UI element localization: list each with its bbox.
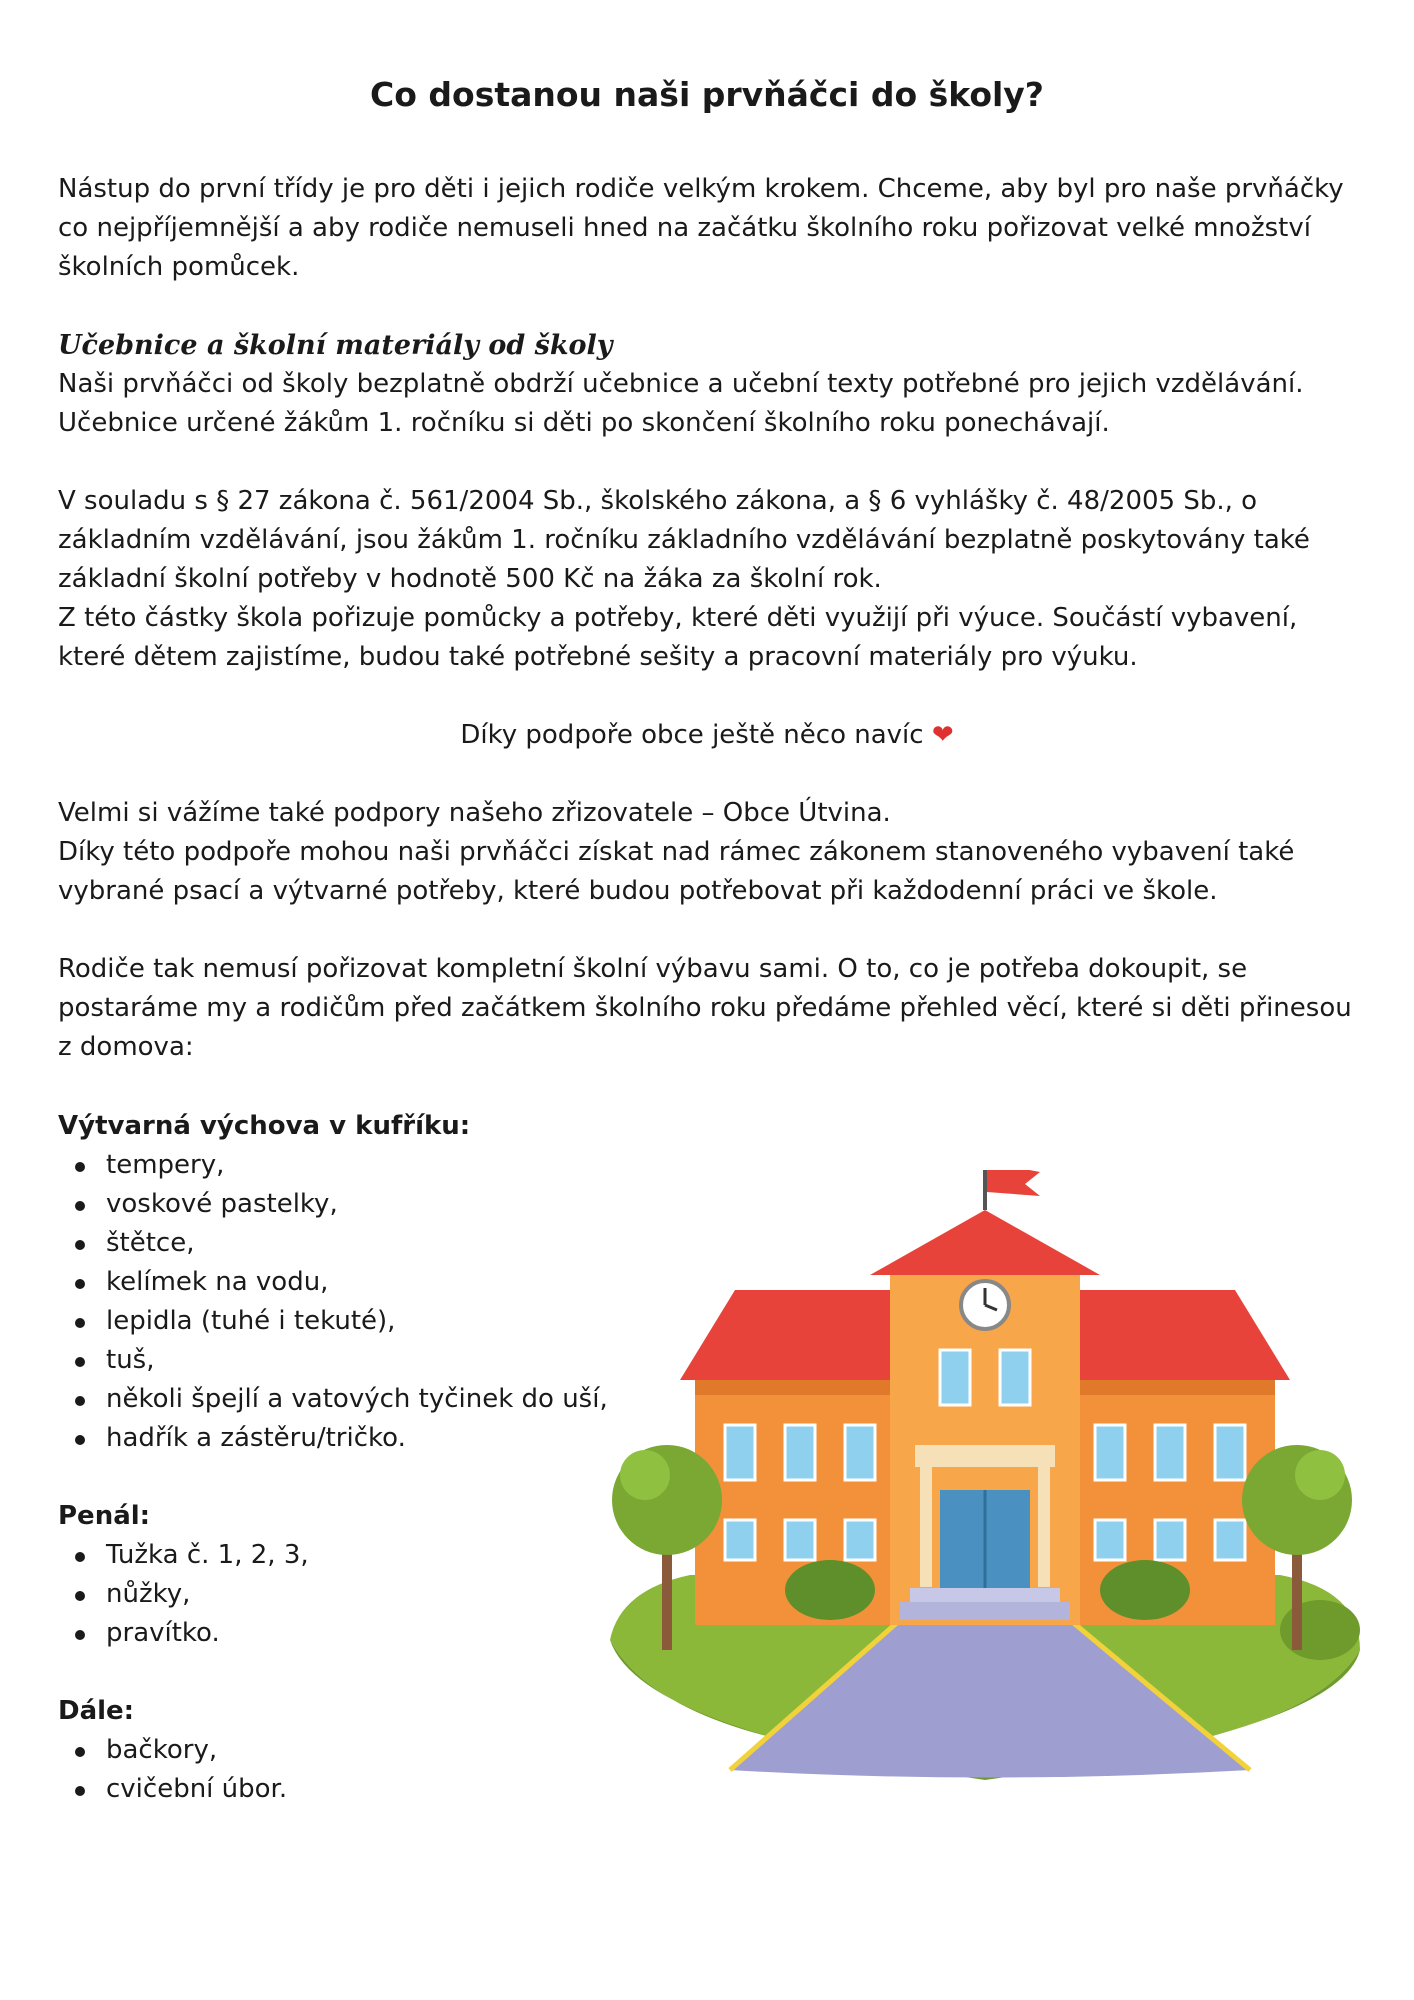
municipality-heading-text: Díky podpoře obce ještě něco navíc	[460, 720, 924, 750]
list-other	[58, 1731, 287, 1809]
municipality-heading	[0, 716, 1414, 755]
list-pencil-case	[58, 1536, 309, 1653]
list-item: nůžky,	[58, 1575, 309, 1614]
page-title: Co dostanou naši prvňáčci do školy?	[370, 75, 1044, 114]
list-art	[58, 1146, 608, 1458]
heart-icon: ❤	[931, 720, 954, 750]
list-item: pravítko.	[58, 1614, 309, 1653]
list-item: voskové pastelky,	[58, 1185, 608, 1224]
supplies-paragraph: Z této částky škola pořizuje pomůcky a potřeby, které děti využijí při výuce. Součástí vybavení, které dětem zajistíme, budou také potřebné sešity a pracovní materiály pro výuku.	[58, 603, 1298, 672]
list-item: hadřík a zástěru/tričko.	[58, 1419, 608, 1458]
support-paragraph-2: Díky této podpoře mohou naši prvňáčci získat nad rámec zákonem stanoveného vybavení také vybrané psací a výtvarné potřeby, které budou potřebovat při každodenní práci ve škole.	[58, 837, 1295, 906]
school-building-icon	[600, 1170, 1370, 1790]
law-paragraph: V souladu s § 27 zákona č. 561/2004 Sb., školského zákona, a § 6 vyhlášky č. 48/2005 Sb., o základním vzdělávání, jsou žákům 1. ročníku základního vzdělávání bezplatně poskytovány také základní školní potřeby v hodnotě 500 Kč na žáka za školní rok.	[58, 486, 1310, 594]
list-item: kelímek na vodu,	[58, 1263, 608, 1302]
intro-paragraph: Nástup do první třídy je pro děti i jejich rodiče velkým krokem. Chceme, aby byl pro naše prvňáčky co nejpříjemnější a aby rodiče nemuseli hned na začátku školního roku pořizovat velké množství školních pomůcek.	[58, 174, 1344, 282]
list-item: cvičební úbor.	[58, 1770, 287, 1809]
list-item: štětce,	[58, 1224, 608, 1263]
support-paragraph-1: Velmi si vážíme také podpory našeho zřizovatele – Obce Útvina.	[58, 798, 891, 828]
section-heading-textbooks: Učebnice a školní materiály od školy	[58, 330, 613, 361]
list-item: tuš,	[58, 1341, 608, 1380]
list-item: několi špejlí a vatových tyčinek do uší,	[58, 1380, 608, 1419]
list-heading-other: Dále:	[58, 1696, 135, 1726]
list-heading-art: Výtvarná výchova v kufříku:	[58, 1111, 471, 1141]
list-item: Tužka č. 1, 2, 3,	[58, 1536, 309, 1575]
list-item: bačkory,	[58, 1731, 287, 1770]
list-item: tempery,	[58, 1146, 608, 1185]
list-heading-pencil-case: Penál:	[58, 1501, 151, 1531]
list-item: lepidla (tuhé i tekuté),	[58, 1302, 608, 1341]
textbooks-paragraph: Naši prvňáčci od školy bezplatně obdrží učebnice a učební texty potřebné pro jejich vzdělávání. Učebnice určené žákům 1. ročníku si děti po skončení školního roku ponechávají.	[58, 369, 1304, 438]
parents-paragraph: Rodiče tak nemusí pořizovat kompletní školní výbavu sami. O to, co je potřeba dokoupit, se postaráme my a rodičům před začátkem školního roku předáme přehled věcí, které si děti přinesou z domova:	[58, 954, 1352, 1062]
